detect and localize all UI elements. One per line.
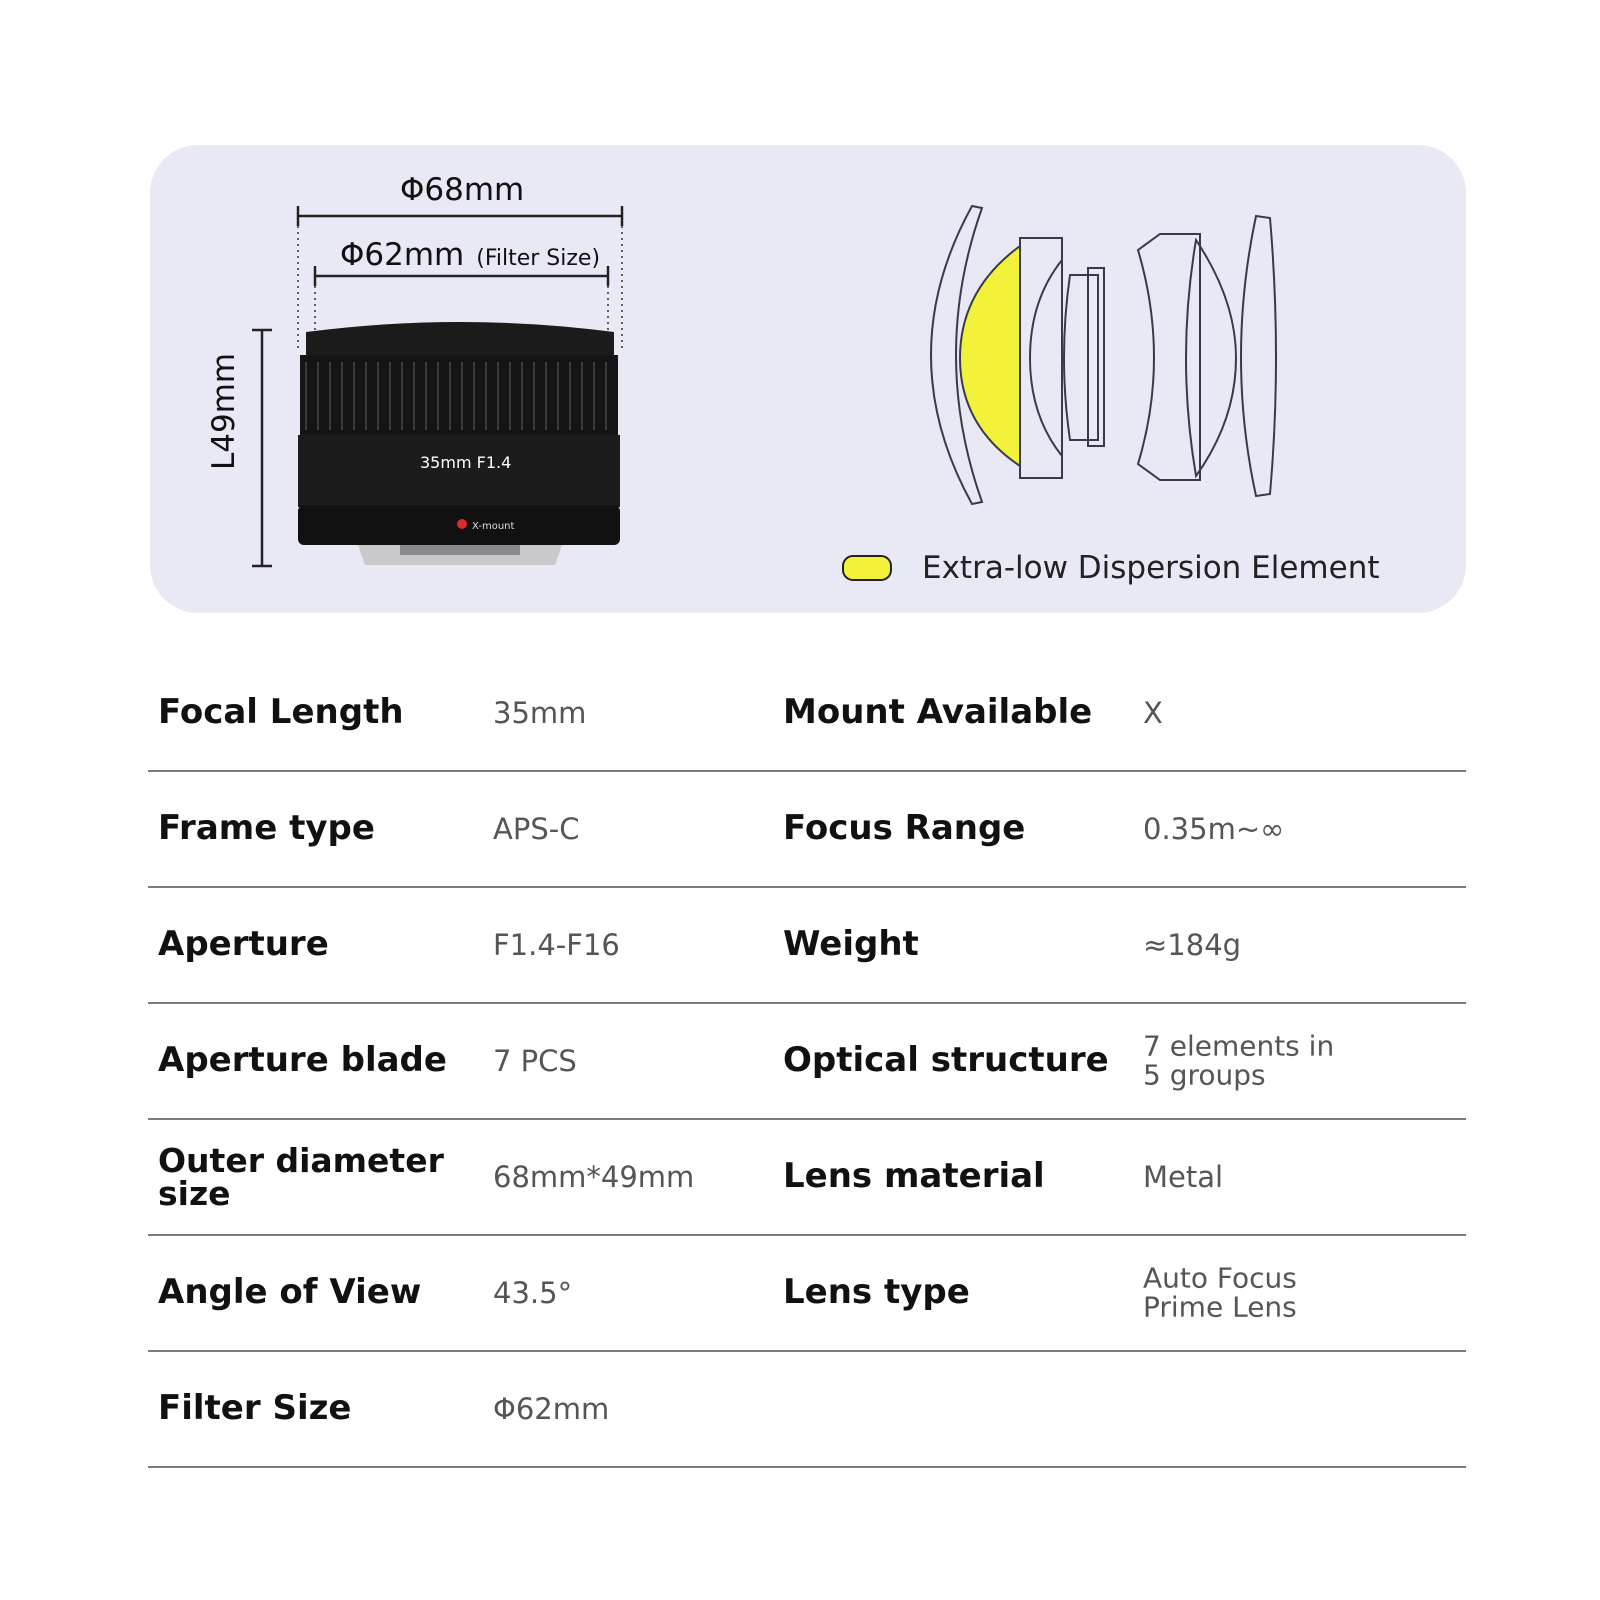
length-label: L49mm	[206, 352, 242, 470]
optical-structure	[931, 206, 1276, 504]
outer-diameter-label: Φ68mm	[400, 172, 525, 208]
spec-label: Outer diameter size	[158, 1141, 444, 1213]
lens-element-5	[1186, 240, 1236, 476]
table-row	[148, 772, 1466, 888]
spec-label: Weight	[783, 924, 919, 965]
legend-label: Extra-low Dispersion Element	[922, 550, 1380, 586]
spec-label: Aperture	[158, 924, 329, 965]
filter-diameter-value: Φ62mm	[340, 237, 465, 273]
spec-label: Lens material	[783, 1156, 1045, 1197]
spec-value: F1.4-F16	[493, 927, 620, 962]
spec-value: 7 elements in 5 groups	[1143, 1029, 1335, 1092]
spec-label: Focal Length	[158, 692, 404, 733]
spec-value: 7 PCS	[493, 1043, 577, 1078]
legend	[842, 550, 1380, 586]
spec-label: Aperture blade	[158, 1040, 447, 1081]
table-row	[148, 1004, 1466, 1120]
lens-photo	[298, 322, 620, 565]
spec-label: Mount Available	[783, 692, 1093, 733]
lens-model-text: 35mm F1.4	[420, 453, 512, 472]
spec-value: ≈184g	[1143, 927, 1242, 962]
spec-value: Auto Focus Prime Lens	[1143, 1261, 1297, 1324]
spec-value: 0.35m~∞	[1143, 811, 1285, 846]
spec-label: Focus Range	[783, 808, 1026, 849]
mount-text: X-mount	[472, 521, 515, 532]
spec-label: Lens type	[783, 1272, 970, 1313]
spec-value: 68mm*49mm	[493, 1159, 695, 1194]
spec-label: Frame type	[158, 808, 375, 849]
filter-size-note: (Filter Size)	[476, 246, 601, 271]
lens-element-3	[1064, 275, 1098, 440]
lens-element-6	[1241, 216, 1276, 496]
table-row	[148, 656, 1466, 772]
spec-value: Metal	[1143, 1159, 1224, 1194]
spec-table	[148, 656, 1466, 1468]
ed-element-swatch	[842, 555, 892, 581]
table-row	[148, 1236, 1466, 1352]
spec-value: X	[1143, 695, 1163, 730]
spec-value: 35mm	[493, 695, 587, 730]
ed-element	[960, 246, 1020, 466]
spec-value: Φ62mm	[493, 1391, 610, 1426]
table-row	[148, 888, 1466, 1004]
spec-label: Angle of View	[158, 1272, 422, 1313]
spec-label: Optical structure	[783, 1040, 1109, 1081]
lens-element-3b	[1088, 268, 1104, 446]
table-row	[148, 1352, 1466, 1468]
spec-value: APS-C	[493, 811, 580, 846]
spec-value: 43.5°	[493, 1275, 573, 1310]
filter-diameter-label	[340, 237, 600, 273]
lens-element-2-curve	[1030, 260, 1062, 456]
lens-element-2	[1020, 238, 1062, 478]
table-row	[148, 1120, 1466, 1236]
spec-label: Filter Size	[158, 1388, 352, 1429]
